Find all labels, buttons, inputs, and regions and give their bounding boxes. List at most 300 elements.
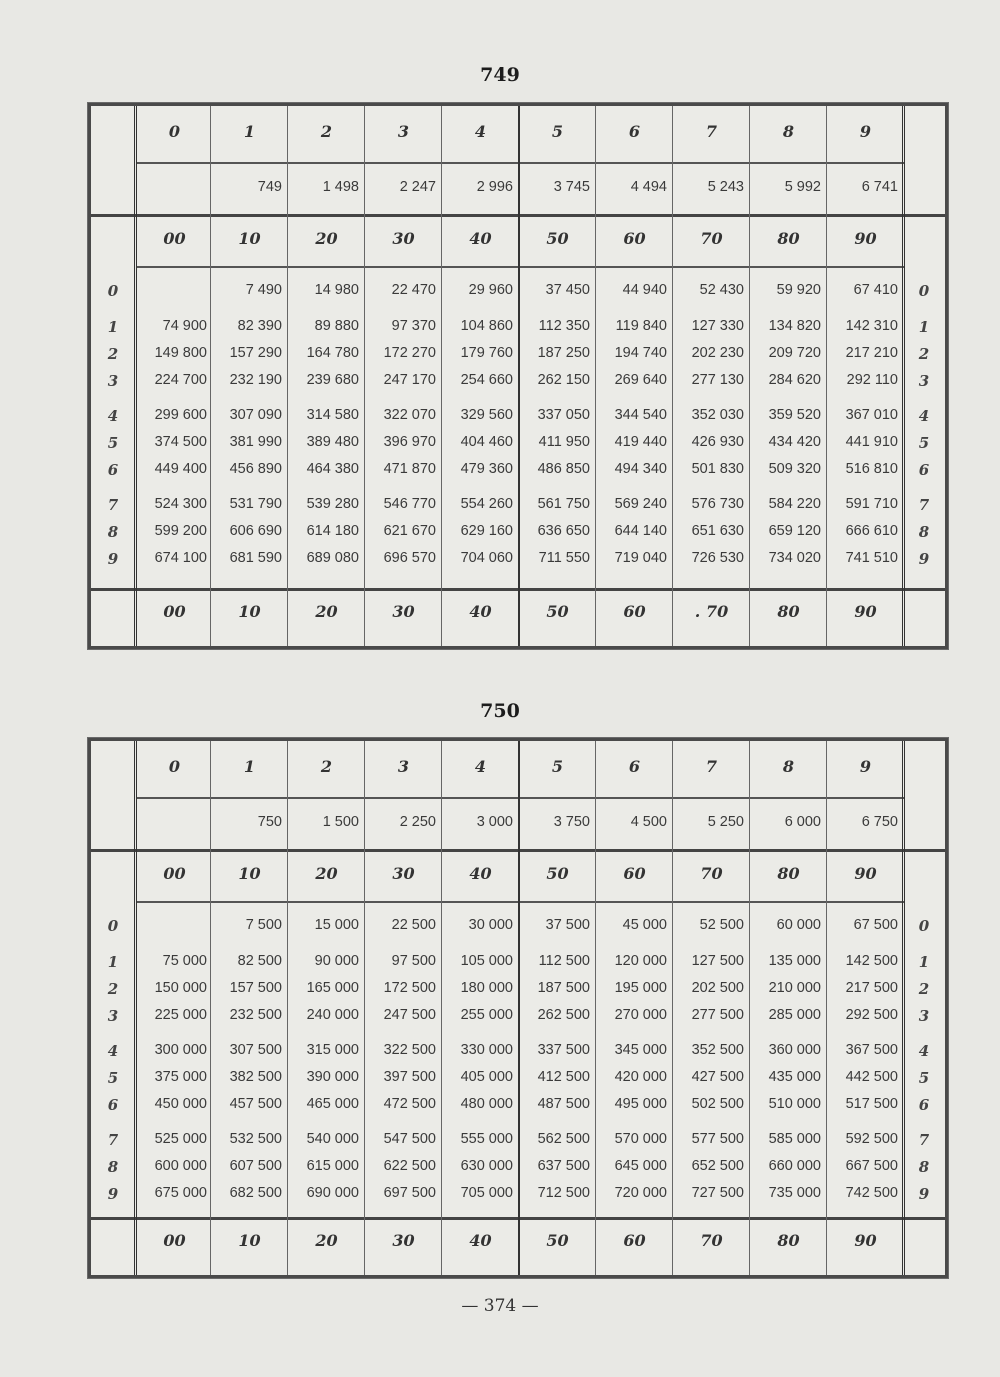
product-cell: 210 000 xyxy=(768,980,821,996)
tens-header: 50 xyxy=(546,229,569,248)
row-label-right: 5 xyxy=(918,1069,930,1087)
row-label-left: 4 xyxy=(107,1042,119,1060)
footer-tens-header: 20 xyxy=(315,602,338,621)
product-cell: 660 000 xyxy=(768,1158,821,1174)
row-label-left: 9 xyxy=(107,1185,119,1203)
product-cell: 149 800 xyxy=(154,345,207,361)
row-label-right: 4 xyxy=(918,1042,930,1060)
product-cell: 217 210 xyxy=(845,345,898,361)
product-cell: 67 410 xyxy=(853,282,898,298)
product-cell: 367 500 xyxy=(845,1042,898,1058)
row-label-right: 9 xyxy=(918,550,930,568)
product-cell: 494 340 xyxy=(614,461,667,477)
product-cell: 427 500 xyxy=(691,1069,744,1085)
row-label-left: 0 xyxy=(107,917,119,935)
footer-tens-header: 60 xyxy=(623,602,646,621)
product-cell: 516 810 xyxy=(845,461,898,477)
product-cell: 681 590 xyxy=(229,550,282,566)
product-cell: 495 000 xyxy=(614,1096,667,1112)
product-cell: 411 950 xyxy=(538,434,590,450)
product-cell: 614 180 xyxy=(306,523,359,539)
product-cell: 396 970 xyxy=(383,434,436,450)
product-cell: 441 910 xyxy=(845,434,898,450)
product-cell: 360 000 xyxy=(768,1042,821,1058)
tens-header: 50 xyxy=(546,864,569,883)
product-cell: 307 500 xyxy=(229,1042,282,1058)
product-cell: 382 500 xyxy=(229,1069,282,1085)
product-cell: 569 240 xyxy=(614,496,667,512)
product-cell: 97 370 xyxy=(391,318,436,334)
product-cell: 359 520 xyxy=(768,407,821,423)
row-label-left: 8 xyxy=(107,1158,119,1176)
product-cell: 471 870 xyxy=(383,461,436,477)
product-cell: 727 500 xyxy=(691,1185,744,1201)
product-cell: 322 500 xyxy=(383,1042,436,1058)
product-cell: 232 500 xyxy=(229,1007,282,1023)
product-cell: 607 500 xyxy=(229,1158,282,1174)
product-cell: 555 000 xyxy=(460,1131,513,1147)
product-cell: 150 000 xyxy=(154,980,207,996)
row-label-left: 1 xyxy=(107,953,119,971)
product-cell: 645 000 xyxy=(614,1158,667,1174)
row-label-right: 3 xyxy=(918,1007,930,1025)
product-cell: 255 000 xyxy=(460,1007,513,1023)
product-cell: 705 000 xyxy=(460,1185,513,1201)
product-cell: 435 000 xyxy=(768,1069,821,1085)
rule xyxy=(136,162,904,164)
multiple-value: 6 750 xyxy=(861,814,898,830)
product-cell: 337 500 xyxy=(537,1042,590,1058)
product-cell: 82 390 xyxy=(237,318,282,334)
row-label-right: 9 xyxy=(918,1185,930,1203)
row-label-right: 3 xyxy=(918,372,930,390)
product-cell: 89 880 xyxy=(314,318,359,334)
product-cell: 405 000 xyxy=(460,1069,513,1085)
product-cell: 629 160 xyxy=(460,523,513,539)
product-cell: 105 000 xyxy=(460,953,513,969)
multiple-value: 6 741 xyxy=(861,179,898,195)
footer-tens-header: 80 xyxy=(777,1231,800,1250)
product-cell: 134 820 xyxy=(768,318,821,334)
product-cell: 734 020 xyxy=(768,550,821,566)
product-cell: 577 500 xyxy=(691,1131,744,1147)
product-cell: 142 500 xyxy=(845,953,898,969)
row-label-left: 6 xyxy=(107,461,119,479)
product-cell: 540 000 xyxy=(306,1131,359,1147)
product-cell: 30 000 xyxy=(468,917,513,933)
product-cell: 735 000 xyxy=(768,1185,821,1201)
row-label-right: 6 xyxy=(918,1096,930,1114)
multiple-value: 2 250 xyxy=(399,814,436,830)
product-cell: 277 130 xyxy=(691,372,744,388)
multiple-value: 750 xyxy=(257,814,282,830)
row-label-right: 6 xyxy=(918,461,930,479)
digit-header: 8 xyxy=(782,757,795,776)
multiple-value: 5 992 xyxy=(784,179,821,195)
product-cell: 591 710 xyxy=(845,496,898,512)
product-cell: 501 830 xyxy=(691,461,744,477)
digit-header: 7 xyxy=(705,757,718,776)
product-cell: 97 500 xyxy=(391,953,436,969)
row-label-right: 2 xyxy=(918,980,930,998)
tens-header: 40 xyxy=(469,229,492,248)
product-cell: 434 420 xyxy=(768,434,821,450)
rule xyxy=(136,797,904,799)
digit-header: 6 xyxy=(628,122,641,141)
product-cell: 314 580 xyxy=(306,407,359,423)
tens-header: 80 xyxy=(777,229,800,248)
tens-header: 80 xyxy=(777,864,800,883)
product-cell: 479 360 xyxy=(460,461,513,477)
product-cell: 546 770 xyxy=(383,496,436,512)
product-cell: 570 000 xyxy=(614,1131,667,1147)
digit-header: 5 xyxy=(551,122,564,141)
product-cell: 352 500 xyxy=(691,1042,744,1058)
product-cell: 622 500 xyxy=(383,1158,436,1174)
footer-tens-header: 30 xyxy=(392,1231,415,1250)
product-cell: 52 430 xyxy=(699,282,744,298)
product-cell: 374 500 xyxy=(154,434,207,450)
product-cell: 90 000 xyxy=(314,953,359,969)
row-label-right: 4 xyxy=(918,407,930,425)
product-cell: 419 440 xyxy=(614,434,667,450)
digit-header: 7 xyxy=(705,122,718,141)
product-cell: 486 850 xyxy=(537,461,590,477)
product-cell: 37 450 xyxy=(545,282,590,298)
footer-tens-header: 70 xyxy=(700,1231,723,1250)
product-cell: 712 500 xyxy=(537,1185,590,1201)
rule xyxy=(136,266,904,268)
product-cell: 22 500 xyxy=(391,917,436,933)
product-cell: 592 500 xyxy=(845,1131,898,1147)
tens-header: 60 xyxy=(623,864,646,883)
product-cell: 307 090 xyxy=(229,407,282,423)
row-label-left: 5 xyxy=(107,434,119,452)
product-cell: 127 500 xyxy=(691,953,744,969)
product-cell: 585 000 xyxy=(768,1131,821,1147)
footer-tens-header: 60 xyxy=(623,1231,646,1250)
multiple-value: 1 498 xyxy=(322,179,359,195)
footer-tens-header: 40 xyxy=(469,602,492,621)
product-cell: 37 500 xyxy=(545,917,590,933)
product-cell: 187 250 xyxy=(537,345,590,361)
product-cell: 682 500 xyxy=(229,1185,282,1201)
footer-tens-header: 10 xyxy=(238,1231,261,1250)
row-label-right: 8 xyxy=(918,523,930,541)
product-cell: 270 000 xyxy=(614,1007,667,1023)
tens-header: 60 xyxy=(623,229,646,248)
footer-tens-header: 00 xyxy=(163,602,186,621)
product-cell: 450 000 xyxy=(154,1096,207,1112)
product-cell: 704 060 xyxy=(460,550,513,566)
row-label-right: 7 xyxy=(918,1131,930,1149)
footer-tens-header: 90 xyxy=(854,1231,877,1250)
footer-tens-header: 50 xyxy=(546,602,569,621)
product-cell: 449 400 xyxy=(154,461,207,477)
row-label-left: 7 xyxy=(107,1131,119,1149)
product-cell: 539 280 xyxy=(306,496,359,512)
multiple-value: 4 494 xyxy=(630,179,667,195)
tens-header: 20 xyxy=(315,864,338,883)
product-cell: 742 500 xyxy=(845,1185,898,1201)
product-cell: 697 500 xyxy=(383,1185,436,1201)
row-label-left: 2 xyxy=(107,345,119,363)
multiple-value: 4 500 xyxy=(630,814,667,830)
product-cell: 720 000 xyxy=(614,1185,667,1201)
product-cell: 509 320 xyxy=(768,461,821,477)
product-cell: 127 330 xyxy=(691,318,744,334)
row-label-right: 1 xyxy=(918,318,930,336)
product-cell: 172 500 xyxy=(383,980,436,996)
row-label-left: 8 xyxy=(107,523,119,541)
product-cell: 7 500 xyxy=(245,917,282,933)
product-cell: 60 000 xyxy=(776,917,821,933)
row-label-right: 0 xyxy=(918,282,930,300)
multiple-value: 1 500 xyxy=(322,814,359,830)
product-cell: 719 040 xyxy=(614,550,667,566)
product-cell: 284 620 xyxy=(768,372,821,388)
product-cell: 711 550 xyxy=(538,550,590,566)
digit-header: 3 xyxy=(397,757,410,776)
product-cell: 726 530 xyxy=(691,550,744,566)
product-cell: 195 000 xyxy=(614,980,667,996)
product-cell: 457 500 xyxy=(229,1096,282,1112)
product-cell: 741 510 xyxy=(845,550,898,566)
product-cell: 636 650 xyxy=(537,523,590,539)
multiple-value: 3 745 xyxy=(553,179,590,195)
product-cell: 666 610 xyxy=(845,523,898,539)
footer-tens-header: . 70 xyxy=(694,602,729,621)
product-cell: 510 000 xyxy=(768,1096,821,1112)
product-cell: 202 230 xyxy=(691,345,744,361)
product-cell: 262 150 xyxy=(537,372,590,388)
product-cell: 390 000 xyxy=(306,1069,359,1085)
product-cell: 524 300 xyxy=(154,496,207,512)
digit-header: 4 xyxy=(474,757,487,776)
tens-header: 00 xyxy=(163,229,186,248)
product-cell: 52 500 xyxy=(699,917,744,933)
product-cell: 615 000 xyxy=(306,1158,359,1174)
row-label-right: 0 xyxy=(918,917,930,935)
product-cell: 277 500 xyxy=(691,1007,744,1023)
product-cell: 502 500 xyxy=(691,1096,744,1112)
product-cell: 554 260 xyxy=(460,496,513,512)
page-number: — 374 — xyxy=(461,1296,539,1316)
product-cell: 300 000 xyxy=(154,1042,207,1058)
product-cell: 696 570 xyxy=(383,550,436,566)
multiple-value: 2 247 xyxy=(399,179,436,195)
product-cell: 442 500 xyxy=(845,1069,898,1085)
digit-header: 2 xyxy=(320,757,333,776)
product-cell: 584 220 xyxy=(768,496,821,512)
product-cell: 345 000 xyxy=(614,1042,667,1058)
digit-header: 6 xyxy=(628,757,641,776)
product-cell: 472 500 xyxy=(383,1096,436,1112)
product-cell: 82 500 xyxy=(237,953,282,969)
product-cell: 381 990 xyxy=(229,434,282,450)
product-cell: 690 000 xyxy=(306,1185,359,1201)
row-label-left: 9 xyxy=(107,550,119,568)
row-label-left: 0 xyxy=(107,282,119,300)
product-cell: 426 930 xyxy=(691,434,744,450)
footer-tens-header: 90 xyxy=(854,602,877,621)
row-label-left: 1 xyxy=(107,318,119,336)
footer-tens-header: 10 xyxy=(238,602,261,621)
tens-header: 40 xyxy=(469,864,492,883)
product-cell: 179 760 xyxy=(460,345,513,361)
product-cell: 224 700 xyxy=(154,372,207,388)
digit-header: 5 xyxy=(551,757,564,776)
footer-tens-header: 80 xyxy=(777,602,800,621)
product-cell: 44 940 xyxy=(622,282,667,298)
product-cell: 239 680 xyxy=(306,372,359,388)
product-cell: 689 080 xyxy=(306,550,359,566)
product-cell: 59 920 xyxy=(776,282,821,298)
tens-header: 00 xyxy=(163,864,186,883)
product-cell: 337 050 xyxy=(537,407,590,423)
product-cell: 487 500 xyxy=(537,1096,590,1112)
product-cell: 397 500 xyxy=(383,1069,436,1085)
product-cell: 644 140 xyxy=(614,523,667,539)
product-cell: 232 190 xyxy=(229,372,282,388)
tens-header: 10 xyxy=(238,864,261,883)
product-cell: 104 860 xyxy=(460,318,513,334)
product-cell: 14 980 xyxy=(314,282,359,298)
multiplication-table-749 xyxy=(88,103,948,649)
table-title-749: 749 xyxy=(480,64,520,86)
digit-header: 9 xyxy=(859,757,872,776)
product-cell: 285 000 xyxy=(768,1007,821,1023)
product-cell: 75 000 xyxy=(162,953,207,969)
product-cell: 240 000 xyxy=(306,1007,359,1023)
multiple-value: 3 750 xyxy=(553,814,590,830)
product-cell: 29 960 xyxy=(468,282,513,298)
digit-header: 1 xyxy=(243,757,256,776)
product-cell: 652 500 xyxy=(691,1158,744,1174)
multiplication-table-750 xyxy=(88,738,948,1278)
product-cell: 532 500 xyxy=(229,1131,282,1147)
footer-tens-header: 00 xyxy=(163,1231,186,1250)
product-cell: 22 470 xyxy=(391,282,436,298)
digit-header: 4 xyxy=(474,122,487,141)
product-cell: 600 000 xyxy=(154,1158,207,1174)
product-cell: 675 000 xyxy=(154,1185,207,1201)
product-cell: 45 000 xyxy=(622,917,667,933)
digit-header: 3 xyxy=(397,122,410,141)
product-cell: 315 000 xyxy=(306,1042,359,1058)
product-cell: 135 000 xyxy=(768,953,821,969)
digit-header: 0 xyxy=(168,122,181,141)
product-cell: 194 740 xyxy=(614,345,667,361)
digit-header: 0 xyxy=(168,757,181,776)
product-cell: 599 200 xyxy=(154,523,207,539)
product-cell: 465 000 xyxy=(306,1096,359,1112)
product-cell: 367 010 xyxy=(845,407,898,423)
multiple-value: 6 000 xyxy=(784,814,821,830)
product-cell: 262 500 xyxy=(537,1007,590,1023)
product-cell: 157 290 xyxy=(229,345,282,361)
footer-tens-header: 20 xyxy=(315,1231,338,1250)
product-cell: 674 100 xyxy=(154,550,207,566)
product-cell: 254 660 xyxy=(460,372,513,388)
product-cell: 375 000 xyxy=(154,1069,207,1085)
product-cell: 464 380 xyxy=(306,461,359,477)
product-cell: 292 110 xyxy=(846,372,898,388)
tens-header: 70 xyxy=(700,229,723,248)
product-cell: 142 310 xyxy=(845,318,898,334)
product-cell: 7 490 xyxy=(245,282,282,298)
product-cell: 165 000 xyxy=(306,980,359,996)
row-label-right: 5 xyxy=(918,434,930,452)
product-cell: 292 500 xyxy=(845,1007,898,1023)
tens-header: 70 xyxy=(700,864,723,883)
table-title-750: 750 xyxy=(480,700,520,722)
product-cell: 299 600 xyxy=(154,407,207,423)
tens-header: 90 xyxy=(854,864,877,883)
product-cell: 157 500 xyxy=(229,980,282,996)
product-cell: 651 630 xyxy=(691,523,744,539)
product-cell: 412 500 xyxy=(537,1069,590,1085)
footer-tens-header: 40 xyxy=(469,1231,492,1250)
product-cell: 630 000 xyxy=(460,1158,513,1174)
footer-tens-header: 30 xyxy=(392,602,415,621)
product-cell: 420 000 xyxy=(614,1069,667,1085)
product-cell: 164 780 xyxy=(306,345,359,361)
tens-header: 10 xyxy=(238,229,261,248)
multiple-value: 5 250 xyxy=(707,814,744,830)
product-cell: 329 560 xyxy=(460,407,513,423)
product-cell: 456 890 xyxy=(229,461,282,477)
tens-header: 20 xyxy=(315,229,338,248)
product-cell: 517 500 xyxy=(845,1096,898,1112)
product-cell: 67 500 xyxy=(853,917,898,933)
product-cell: 547 500 xyxy=(383,1131,436,1147)
row-label-right: 2 xyxy=(918,345,930,363)
product-cell: 112 350 xyxy=(538,318,590,334)
multiple-value: 5 243 xyxy=(707,179,744,195)
product-cell: 180 000 xyxy=(460,980,513,996)
row-label-left: 3 xyxy=(107,372,119,390)
product-cell: 667 500 xyxy=(845,1158,898,1174)
product-cell: 247 170 xyxy=(383,372,436,388)
product-cell: 247 500 xyxy=(383,1007,436,1023)
product-cell: 187 500 xyxy=(537,980,590,996)
tens-header: 30 xyxy=(392,864,415,883)
row-label-left: 6 xyxy=(107,1096,119,1114)
product-cell: 561 750 xyxy=(537,496,590,512)
multiple-value: 3 000 xyxy=(476,814,513,830)
product-cell: 209 720 xyxy=(768,345,821,361)
multiple-value: 2 996 xyxy=(476,179,513,195)
digit-header: 1 xyxy=(243,122,256,141)
product-cell: 389 480 xyxy=(306,434,359,450)
digit-header: 9 xyxy=(859,122,872,141)
product-cell: 202 500 xyxy=(691,980,744,996)
product-cell: 172 270 xyxy=(383,345,436,361)
product-cell: 352 030 xyxy=(691,407,744,423)
product-cell: 531 790 xyxy=(229,496,282,512)
footer-tens-header: 50 xyxy=(546,1231,569,1250)
row-label-left: 2 xyxy=(107,980,119,998)
product-cell: 659 120 xyxy=(768,523,821,539)
product-cell: 112 500 xyxy=(538,953,590,969)
product-cell: 330 000 xyxy=(460,1042,513,1058)
product-cell: 344 540 xyxy=(614,407,667,423)
row-label-right: 8 xyxy=(918,1158,930,1176)
digit-header: 2 xyxy=(320,122,333,141)
product-cell: 404 460 xyxy=(460,434,513,450)
row-label-left: 4 xyxy=(107,407,119,425)
